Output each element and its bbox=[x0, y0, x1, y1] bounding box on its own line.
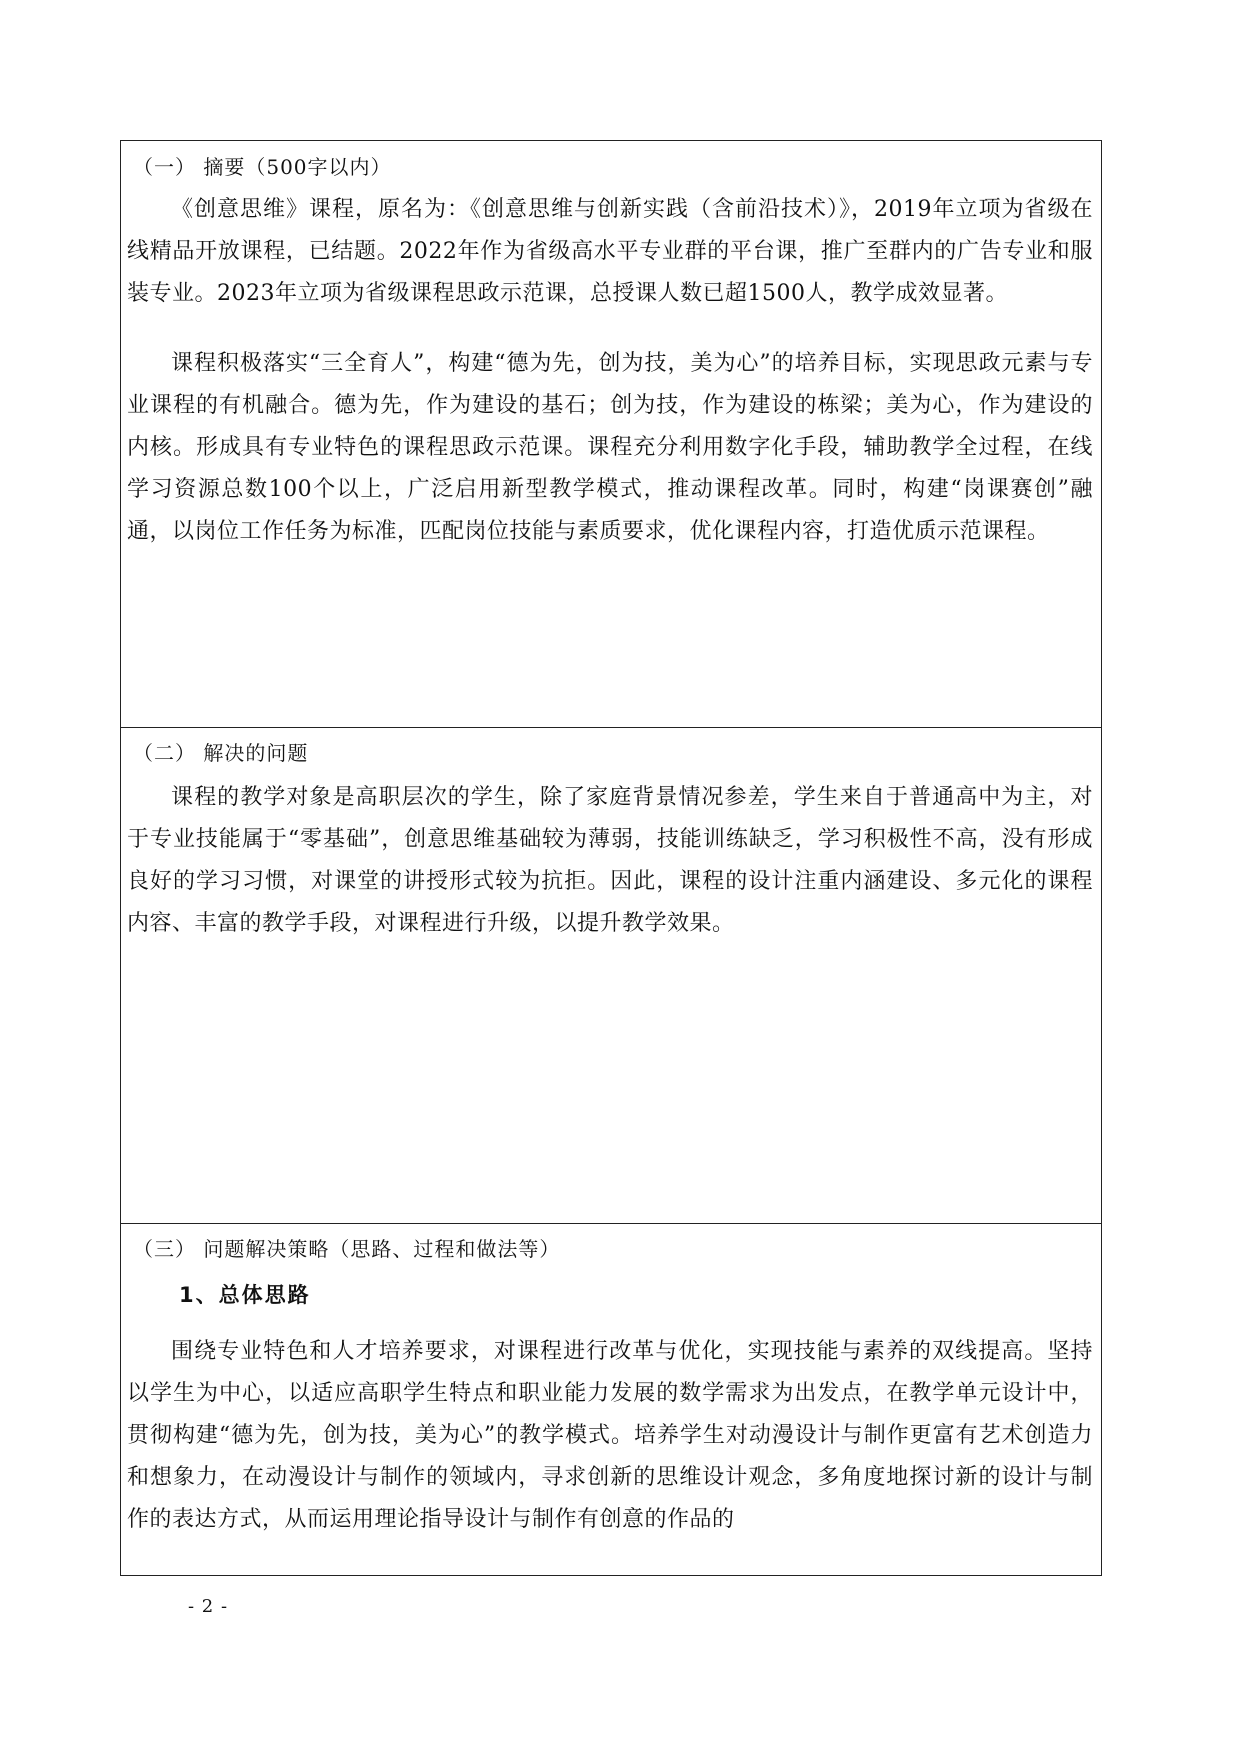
section-divider-1 bbox=[121, 727, 1101, 728]
section-3-body bbox=[127, 1331, 1093, 1541]
section-1-title: （一） 摘要（500字以内） bbox=[133, 155, 392, 179]
section-1-paragraph-1: 《创意思维》课程，原名为：《创意思维与创新实践（含前沿技术）》，2019年立项为省级在线精品开放课程，已结题。2022年作为省级高水平专业群的平台课，推广至群内的广告专业和服装专业。2023年立项为省级课程思政示范课，总授课人数已超1500人，教学成效显著。 bbox=[127, 197, 1093, 306]
section-divider-2 bbox=[121, 1223, 1101, 1224]
section-2-paragraph-1: 课程的教学对象是高职层次的学生，除了家庭背景情况参差，学生来自于普通高中为主，对于专业技能属于“零基础”，创意思维基础较为薄弱，技能训练缺乏，学习积极性不高，没有形成良好的学习习惯，对课堂的讲授形式较为抗拒。因此，课程的设计注重内涵建设、多元化的课程内容、丰富的教学手段，对课程进行升级，以提升教学效果。 bbox=[127, 785, 1093, 936]
section-2-body bbox=[127, 777, 1093, 945]
section-1-body bbox=[127, 189, 1093, 553]
section-3-paragraph-1: 围绕专业特色和人才培养要求，对课程进行改革与优化，实现技能与素养的双线提高。坚持以学生为中心，以适应高职学生特点和职业能力发展的数学需求为出发点，在教学单元设计中，贯彻构建“德为先，创为技，美为心”的教学模式。培养学生对动漫设计与制作更富有艺术创造力和想象力，在动漫设计与制作的领域内，寻求创新的思维设计观念，多角度地探讨新的设计与制作的表达方式，从而运用理论指导设计与制作有创意的作品的 bbox=[127, 1339, 1093, 1532]
section-2-title: （二） 解决的问题 bbox=[133, 741, 309, 765]
page-number: - 2 - bbox=[188, 1596, 229, 1617]
section-1-paragraph-2: 课程积极落实“三全育人”，构建“德为先，创为技，美为心”的培养目标，实现思政元素与专业课程的有机融合。德为先，作为建设的基石；创为技，作为建设的栋梁；美为心，作为建设的内核。形成具有专业特色的课程思政示范课。课程充分利用数字化手段，辅助教学全过程，在线学习资源总数100个以上，广泛启用新型教学模式，推动课程改革。同时，构建“岗课赛创”融通，以岗位工作任务为标准，匹配岗位技能与素质要求，优化课程内容，打造优质示范课程。 bbox=[127, 351, 1093, 544]
section-3-title: （三） 问题解决策略（思路、过程和做法等） bbox=[133, 1237, 561, 1261]
form-table bbox=[120, 140, 1102, 1576]
section-3-subheading: 1、总体思路 bbox=[179, 1283, 311, 1307]
